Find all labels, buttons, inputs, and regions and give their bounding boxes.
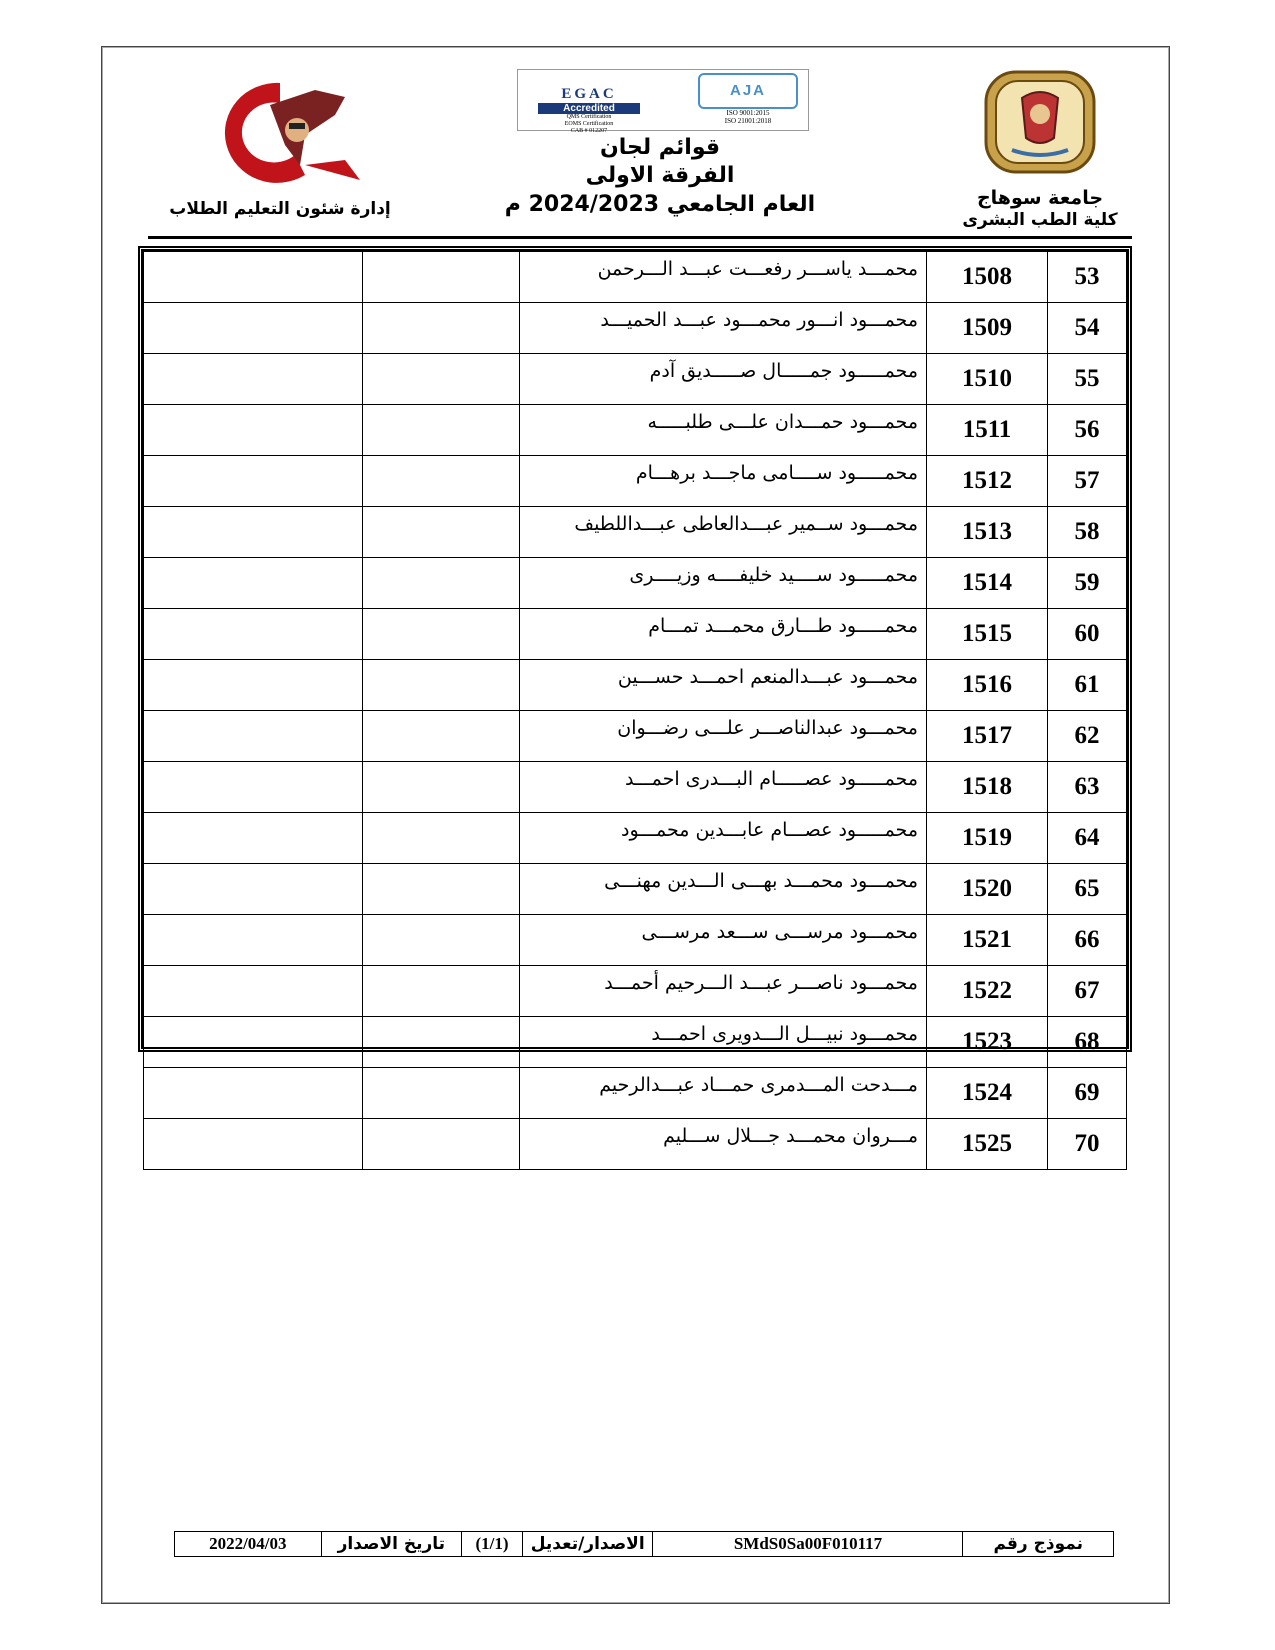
seat-number: 1512	[927, 456, 1048, 507]
row-index: 67	[1048, 966, 1127, 1017]
committee-table-body	[144, 252, 1127, 1170]
empty-cell	[363, 1068, 520, 1119]
egac-logo	[524, 72, 654, 134]
faculty-header	[160, 75, 400, 219]
table-row	[144, 303, 1127, 354]
form-footer	[174, 1531, 1114, 1557]
seat-number: 1523	[927, 1017, 1048, 1068]
row-index: 66	[1048, 915, 1127, 966]
department-name: إدارة شئون التعليم الطلاب	[169, 199, 391, 219]
version-label: الاصدار/تعديل	[522, 1532, 653, 1556]
seat-number: 1516	[927, 660, 1048, 711]
table-row	[144, 1068, 1127, 1119]
row-index: 63	[1048, 762, 1127, 813]
seat-number: 1525	[927, 1119, 1048, 1170]
empty-cell	[363, 1119, 520, 1170]
title-year-group: الفرقة الاولى	[585, 163, 735, 188]
table-row	[144, 609, 1127, 660]
empty-cell	[363, 507, 520, 558]
empty-cell	[144, 1017, 363, 1068]
student-name: محمـــود محمـــد بهـــى الـــدين مهنـــى	[520, 864, 927, 915]
empty-cell	[363, 354, 520, 405]
empty-cell	[144, 405, 363, 456]
table-row	[144, 762, 1127, 813]
student-name: محمـــــود ســــامى ماجـــد برهـــام	[520, 456, 927, 507]
egac-line: QMS Certification	[566, 114, 612, 120]
empty-cell	[363, 762, 520, 813]
student-name: محمـــود ســمير عبـــدالعاطى عبـــداللطيف	[520, 507, 927, 558]
row-index: 60	[1048, 609, 1127, 660]
student-name: محمـــــود جمـــــال صـــــديق آدم	[520, 354, 927, 405]
student-name: محمـــــود عصـــام عابـــدين محمـــود	[520, 813, 927, 864]
empty-cell	[144, 813, 363, 864]
empty-cell	[144, 252, 363, 303]
seat-number: 1514	[927, 558, 1048, 609]
row-index: 53	[1048, 252, 1127, 303]
row-index: 65	[1048, 864, 1127, 915]
seat-number: 1521	[927, 915, 1048, 966]
issue-date: 2022/04/03	[209, 1534, 287, 1553]
table-row	[144, 660, 1127, 711]
student-name: محمـــــود ســــيد خليفــــه وزيــــرى	[520, 558, 927, 609]
empty-cell	[363, 660, 520, 711]
table-row	[144, 558, 1127, 609]
seat-number: 1520	[927, 864, 1048, 915]
student-name: محمـــود عبـــدالمنعم احمـــد حســـين	[520, 660, 927, 711]
empty-cell	[144, 1068, 363, 1119]
student-name: محمـــد ياســـر رفعـــت عبـــد الـــرحمن	[520, 252, 927, 303]
title-committee-lists: قوائم لجان	[599, 135, 721, 160]
table-row	[144, 405, 1127, 456]
university-seal-icon	[982, 68, 1098, 176]
empty-cell	[144, 303, 363, 354]
empty-cell	[144, 915, 363, 966]
empty-cell	[363, 405, 520, 456]
empty-cell	[363, 813, 520, 864]
seat-number: 1509	[927, 303, 1048, 354]
egac-accredited-badge: Accredited	[538, 103, 640, 114]
aja-iso-line: ISO 21001:2018	[724, 117, 772, 125]
student-name: محمـــود ناصـــر عبـــد الـــرحيم أحمـــد	[520, 966, 927, 1017]
seat-number: 1513	[927, 507, 1048, 558]
row-index: 70	[1048, 1119, 1127, 1170]
seat-number: 1515	[927, 609, 1048, 660]
issue-date-label: تاريخ الاصدار	[321, 1532, 462, 1556]
certification-logos	[517, 69, 809, 134]
student-name: مـــروان محمـــد جـــلال ســـليم	[520, 1119, 927, 1170]
empty-cell	[363, 711, 520, 762]
version-value: (1/1)	[461, 1532, 522, 1556]
egac-line: EOMS Certification	[564, 121, 614, 127]
row-index: 58	[1048, 507, 1127, 558]
university-header	[955, 68, 1125, 230]
seat-number: 1511	[927, 405, 1048, 456]
empty-cell	[144, 660, 363, 711]
empty-cell	[144, 1119, 363, 1170]
row-index: 69	[1048, 1068, 1127, 1119]
row-index: 68	[1048, 1017, 1127, 1068]
empty-cell	[363, 966, 520, 1017]
empty-cell	[363, 303, 520, 354]
row-index: 59	[1048, 558, 1127, 609]
row-index: 64	[1048, 813, 1127, 864]
empty-cell	[363, 252, 520, 303]
title-academic-year: العام الجامعي 2024/2023 م	[504, 192, 816, 217]
seat-number: 1524	[927, 1068, 1048, 1119]
table-row	[144, 966, 1127, 1017]
committee-table	[138, 246, 1132, 1157]
aja-logo	[698, 73, 798, 127]
document-title	[500, 134, 820, 220]
empty-cell	[144, 507, 363, 558]
empty-cell	[363, 456, 520, 507]
empty-cell	[363, 915, 520, 966]
form-number-label: نموذج رقم	[962, 1532, 1113, 1556]
student-name: مـــدحت المـــدمرى حمـــاد عبـــدالرحيم	[520, 1068, 927, 1119]
faculty-logo-icon	[185, 75, 375, 185]
student-name: محمـــود انـــور محمـــود عبـــد الحميـــد	[520, 303, 927, 354]
empty-cell	[363, 1017, 520, 1068]
row-index: 57	[1048, 456, 1127, 507]
table-row	[144, 252, 1127, 303]
student-name: محمـــود عبدالناصـــر علـــى رضـــوان	[520, 711, 927, 762]
table-row	[144, 456, 1127, 507]
form-number: SMdS0Sa00F010117	[652, 1532, 962, 1556]
university-name: جامعة سوهاج	[976, 187, 1104, 209]
table-row	[144, 354, 1127, 405]
row-index: 54	[1048, 303, 1127, 354]
empty-cell	[144, 966, 363, 1017]
student-name: محمـــود مرســـى ســـعد مرســـى	[520, 915, 927, 966]
table-row	[144, 864, 1127, 915]
aja-badge: AJA	[698, 73, 798, 109]
seat-number: 1508	[927, 252, 1048, 303]
empty-cell	[144, 864, 363, 915]
empty-cell	[144, 456, 363, 507]
seat-number: 1522	[927, 966, 1048, 1017]
table-row	[144, 1119, 1127, 1170]
seat-number: 1518	[927, 762, 1048, 813]
empty-cell	[363, 558, 520, 609]
egac-line: CAB # 012207	[570, 128, 608, 134]
row-index: 62	[1048, 711, 1127, 762]
row-index: 56	[1048, 405, 1127, 456]
egac-logo-text: EGAC	[561, 86, 617, 102]
header-divider	[148, 236, 1132, 239]
student-name: محمـــــود طـــارق محمـــد تمـــام	[520, 609, 927, 660]
table-row	[144, 915, 1127, 966]
student-name: محمـــود حمـــدان علـــى طلبـــــه	[520, 405, 927, 456]
table-row	[144, 711, 1127, 762]
table-row	[144, 813, 1127, 864]
table-row	[144, 1017, 1127, 1068]
student-name: محمـــود نبيـــل الـــدويرى احمـــد	[520, 1017, 927, 1068]
student-name: محمـــــود عصـــــام البـــدرى احمـــد	[520, 762, 927, 813]
empty-cell	[144, 762, 363, 813]
empty-cell	[363, 609, 520, 660]
empty-cell	[144, 354, 363, 405]
row-index: 55	[1048, 354, 1127, 405]
table-row	[144, 507, 1127, 558]
seat-number: 1519	[927, 813, 1048, 864]
seat-number: 1510	[927, 354, 1048, 405]
empty-cell	[144, 711, 363, 762]
row-index: 61	[1048, 660, 1127, 711]
empty-cell	[144, 558, 363, 609]
aja-iso-line: ISO 9001:2015	[726, 109, 770, 117]
empty-cell	[144, 609, 363, 660]
faculty-name: كلية الطب البشرى	[962, 210, 1118, 230]
seat-number: 1517	[927, 711, 1048, 762]
empty-cell	[363, 864, 520, 915]
